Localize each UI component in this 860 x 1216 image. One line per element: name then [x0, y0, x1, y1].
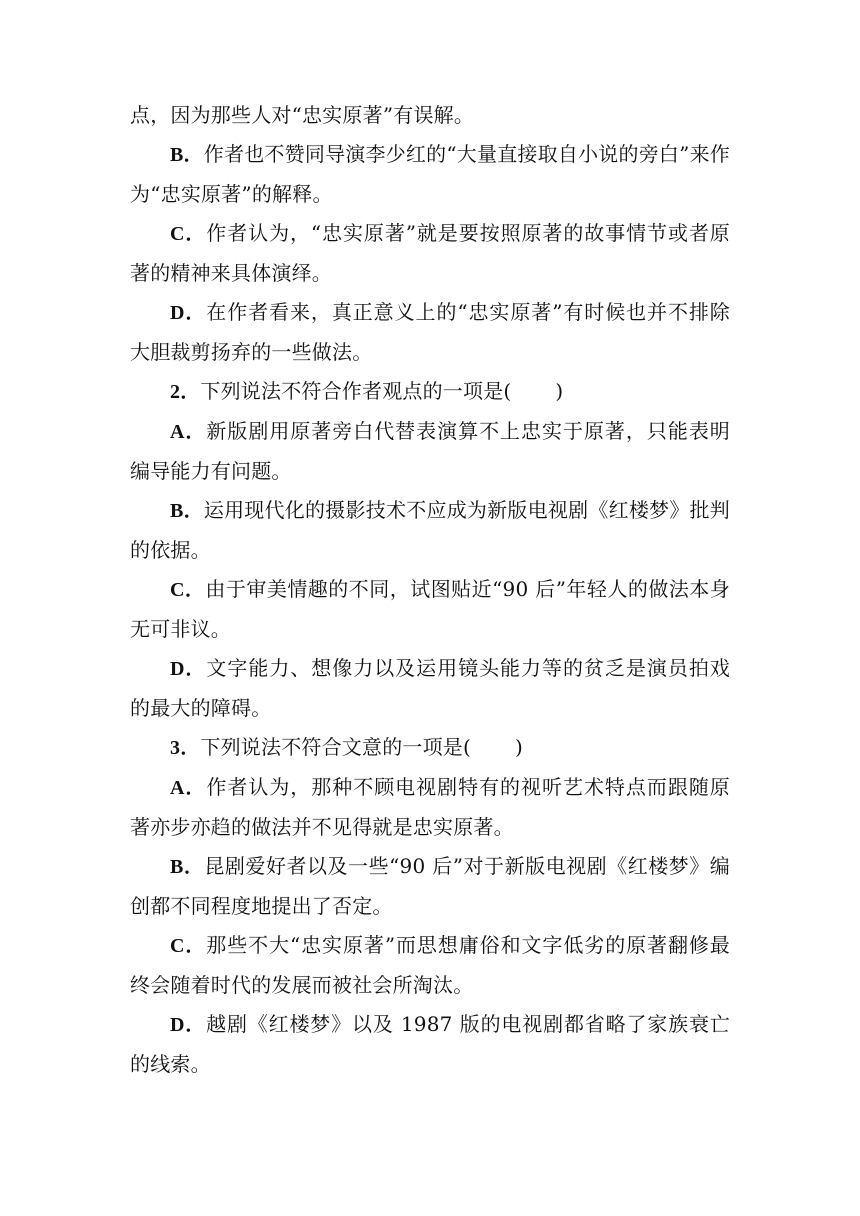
option-label: A．	[170, 421, 207, 443]
option-text: 作者认为，“忠实原著”就是要按照原著的故事情节或者原著的精神来具体演绎。	[130, 221, 731, 285]
option-text: 越剧《红楼梦》以及 1987 版的电视剧都省略了家族衰亡的线索。	[130, 1012, 731, 1076]
option-label: C．	[170, 935, 207, 957]
q1-option-d	[130, 293, 730, 372]
question-close-paren: )	[515, 735, 524, 759]
option-label: B．	[170, 144, 204, 166]
question-number: 2．	[170, 381, 201, 403]
q3-option-a	[130, 768, 730, 847]
question-close-paren: )	[555, 379, 564, 403]
q3-option-d	[130, 1005, 730, 1084]
q2-option-c	[130, 570, 730, 649]
option-text: 在作者看来，真正意义上的“忠实原著”有时候也并不排除大胆裁剪扬弃的一些做法。	[130, 300, 731, 364]
option-text: 新版剧用原著旁白代替表演算不上忠实于原著，只能表明编导能力有问题。	[130, 419, 731, 483]
question-text: 下列说法不符合作者观点的一项是(	[200, 379, 512, 403]
document-body	[130, 96, 730, 1084]
option-text: 运用现代化的摄影技术不应成为新版电视剧《红楼梦》批判的依据。	[130, 498, 730, 562]
question-2	[130, 372, 730, 412]
q1-option-b	[130, 135, 730, 214]
q2-option-d	[130, 649, 730, 728]
option-label: C．	[170, 223, 207, 245]
question-number: 3．	[170, 737, 201, 759]
option-text: 作者认为，那种不顾电视剧特有的视听艺术特点而跟随原著亦步亦趋的做法并不见得就是忠实原著。	[130, 775, 731, 839]
option-text: 作者也不赞同导演李少红的“大量直接取自小说的旁白”来作为“忠实原著”的解释。	[130, 142, 730, 206]
q1-option-c	[130, 214, 730, 293]
option-text: 那些不大“忠实原著”而思想庸俗和文字低劣的原著翻修最终会随着时代的发展而被社会所淘汰。	[130, 933, 731, 997]
option-label: C．	[170, 579, 206, 601]
option-text: 由于审美情趣的不同，试图贴近“90 后”年轻人的做法本身无可非议。	[130, 577, 730, 641]
option-label: B．	[170, 856, 205, 878]
q3-option-c	[130, 926, 730, 1005]
question-3	[130, 728, 730, 768]
option-label: D．	[170, 658, 207, 680]
option-a-text-tail: 点，因为那些人对“忠实原著”有误解。	[130, 103, 475, 127]
q3-option-b	[130, 847, 730, 926]
question-text: 下列说法不符合文意的一项是(	[200, 735, 472, 759]
option-label: D．	[170, 1014, 207, 1036]
option-label: A．	[170, 777, 207, 799]
option-text: 昆剧爱好者以及一些“90 后”对于新版电视剧《红楼梦》编创都不同程度地提出了否定。	[130, 854, 730, 918]
option-label: D．	[170, 302, 207, 324]
q2-option-a	[130, 412, 730, 491]
option-text: 文字能力、想像力以及运用镜头能力等的贫乏是演员拍戏的最大的障碍。	[130, 656, 731, 720]
option-a-continuation	[130, 96, 730, 135]
q2-option-b	[130, 491, 730, 570]
option-label: B．	[170, 500, 204, 522]
